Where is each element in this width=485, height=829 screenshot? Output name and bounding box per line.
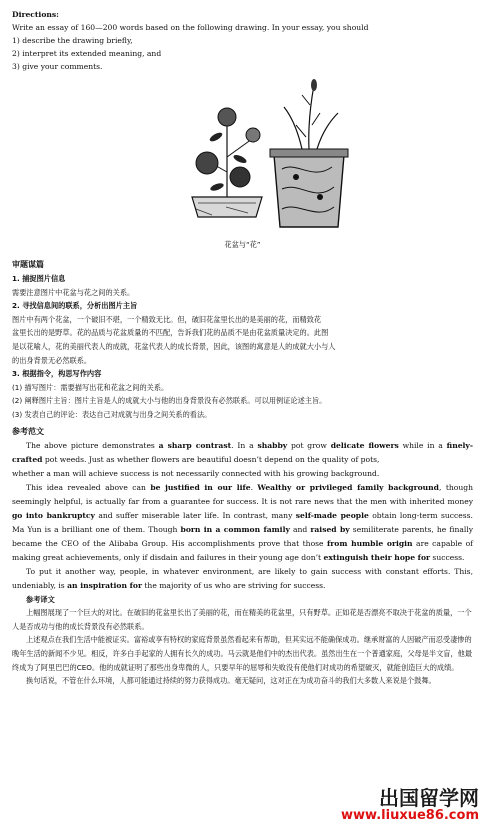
essay-paragraph-2: This idea revealed above can be justified in our life. Wealthy or privileged family background, though seemingly helpful, is actually far from a guarantee for success. It is not rare news that the men with inherited money go into bankruptcy and suffer miserable later life. In contrast, many self-made people obtain long-term success. Ma Yun is a brilliant one of them. Though born in a common family and raised by semiliterate parents, he finally became the CEO of the Alibaba Group. His accomplishments prove that those from humble origin are capable of making great achievements, only if disdain and failures in their young age don’t extinguish their hope for success. bbox=[12, 482, 474, 562]
directions-text: Write an essay of 160—200 words based on the following drawing. In your essay, you should bbox=[12, 23, 369, 32]
essay-paragraph-1-cont: whether a man will achieve success is not necessarily connected with his growing background. bbox=[12, 468, 380, 478]
analysis-title: 审题谋篇 bbox=[12, 260, 44, 269]
flowerpot-drawing bbox=[12, 77, 473, 237]
analysis-step-3-item: (1) 描写图片：需要描写出花和花盆之间的关系。 bbox=[12, 382, 169, 392]
shabby-pot-illustration bbox=[192, 108, 262, 217]
directions-item-2: 2) interpret its extended meaning, and bbox=[12, 49, 162, 58]
watermark-title: 出国留学网 bbox=[379, 786, 479, 810]
analysis-step-2-line: 盆里长出的是野草。花的品质与花盆质量的不匹配，告诉我们花的品质不是由花盆质量决定的。此图 bbox=[12, 328, 329, 338]
directions-heading: Directions: bbox=[12, 10, 59, 19]
analysis-step-2-line: 的出身背景无必然联系。 bbox=[12, 355, 92, 365]
drawing-figure bbox=[12, 77, 473, 237]
essay-paragraph-3: To put it another way, people, in whatever environment, are likely to gain success with constant efforts. This, undeniably, is an inspiration for the majority of us who are striving for success. bbox=[12, 566, 473, 590]
site-watermark bbox=[341, 787, 479, 823]
translation-paragraph-2: 上述观点在我们生活中能被证实。富裕或享有特权的家庭背景虽然看起来有帮助，但其实远不能确保成功。继承财富的人因破产而忍受凄惨的晚年生活的新闻不少见。相反，许多白手起家的人拥有长久的成功。马云就是他们中的杰出代表。虽然出生在一个普通家庭，父母是半文盲，他最终成为了阿里巴巴的CEO。他的成就证明了那些出身卑微的人，只要早年的屈辱和失败没有使他们对成功的希望破灭，就能创造巨大的成绩。 bbox=[12, 635, 473, 672]
analysis-step-2-line: 图片中有两个花盆，一个破旧不堪，一个精致无比。但，破旧花盆里长出的是美丽的花，而精致花 bbox=[12, 314, 322, 324]
analysis-step-3-item: (2) 阐释图片主旨：图片主旨是人的成就大小与他的出身背景没有必然联系。可以用例证论述主旨。 bbox=[12, 396, 327, 406]
translation-paragraph-3: 换句话说，不管在什么环境，人都可能通过持续的努力获得成功。毫无疑问，这对正在为成功奋斗的我们大多数人来说是个鼓舞。 bbox=[26, 676, 436, 686]
directions-item-3: 3) give your comments. bbox=[12, 62, 103, 71]
analysis-step-2-line: 是以花喻人，花的美丽代表人的成就，花盆代表人的成长背景，因此，该图的寓意是人的成就大小与人 bbox=[12, 341, 336, 351]
translation-title: 参考译文 bbox=[26, 594, 55, 604]
analysis-step-3-title: 3. 根据指令，构思写作内容 bbox=[12, 369, 102, 379]
ornate-pot-illustration bbox=[270, 79, 348, 227]
essay-title: 参考范文 bbox=[12, 426, 44, 436]
analysis-step-2-title: 2. 寻找信息间的联系，分析出图片主旨 bbox=[12, 301, 138, 311]
analysis-step-1-text: 需要注意图片中花盆与花之间的关系。 bbox=[12, 287, 135, 297]
analysis-step-3-item: (3) 发表自己的评论：表达自己对成就与出身之间关系的看法。 bbox=[12, 409, 212, 419]
directions-item-1: 1) describe the drawing briefly, bbox=[12, 36, 133, 45]
translation-paragraph-1: 上幅图展现了一个巨大的对比。在破旧的花盆里长出了美丽的花，而在精美的花盆里，只有野草。正如花是否漂亮不取决于花盆的质量，一个人是否成功与他的成长背景没有必然联系。 bbox=[12, 608, 472, 631]
essay-paragraph-1: The above picture demonstrates a sharp contrast. In a shabby pot grow delicate flowers while in a finely-crafted pot weeds. Just as whether flowers are beautiful doesn’t depend on the quality of pots, bbox=[12, 440, 473, 464]
figure-caption: 花盆与“花” bbox=[224, 240, 261, 249]
watermark-url: www.liuxue86.com bbox=[341, 808, 479, 823]
analysis-step-1-title: 1. 捕捉图片信息 bbox=[12, 274, 66, 283]
